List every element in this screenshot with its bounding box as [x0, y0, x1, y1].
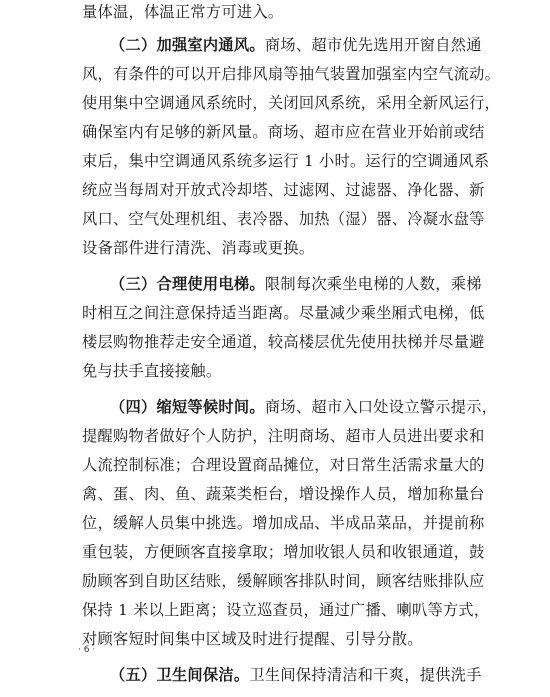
text-line: [82, 538, 485, 567]
line-text: 量体温，体温正常方可进入。: [82, 3, 284, 21]
text-line: [82, 509, 485, 538]
paragraph-continuation: [82, 0, 476, 24]
document-body: [82, 0, 501, 697]
text-line: [82, 661, 482, 690]
line-text: 卫生间保持清洁和干爽，提供洗手: [249, 666, 482, 684]
line-text: 风，有条件的可以开启排风扇等抽气装置加强室内空气流动。: [82, 65, 501, 83]
section-heading: （五）卫生间保洁。: [110, 666, 250, 684]
text-line: [82, 60, 501, 89]
line-text: 重包装，方便顾客直接拿取；增加收银人员和收银通道，鼓: [82, 543, 485, 561]
text-line: [82, 0, 476, 24]
text-line: [82, 596, 490, 625]
line-text: 确保室内有足够的新风量。商场、超市应在营业开始前或结: [82, 123, 485, 141]
line-text: 楼层购物推荐走安全通道，较高楼层优先使用扶梯并尽量避: [82, 333, 485, 351]
text-line: [82, 270, 482, 299]
text-line: [82, 422, 485, 451]
paragraph-waiting-time: [82, 393, 498, 654]
text-line: [82, 118, 485, 147]
text-line: [82, 480, 485, 509]
line-text: 统应当每周对开放式冷却塔、过滤网、过滤器、净化器、新: [82, 181, 485, 199]
paragraph-restrooms: [82, 661, 482, 690]
text-line: [82, 299, 485, 328]
text-line: [82, 357, 476, 386]
text-line: [82, 567, 485, 596]
section-heading: （四）缩短等候时间。: [110, 398, 265, 416]
section-heading: （二）加强室内通风。: [110, 36, 265, 54]
paragraph-ventilation: [82, 31, 501, 263]
text-line: [82, 625, 476, 654]
text-line: [82, 31, 482, 60]
line-text: 位，缓解人员集中挑选。增加成品、半成品菜品，并提前称: [82, 514, 485, 532]
page-number: · 6 ·: [78, 645, 96, 655]
line-text: 使用集中空调通风系统时，关闭回风系统，采用全新风运行，: [82, 94, 501, 112]
text-line: [82, 328, 485, 357]
line-text: 励顾客到自助区结账，缓解顾客排队时间，顾客结账排队应: [82, 572, 485, 590]
text-line: [82, 176, 485, 205]
text-line: [82, 234, 476, 263]
line-text: 商场、超市入口处设立警示提示，: [264, 398, 498, 416]
text-line: [82, 205, 485, 234]
line-text: 禽、蛋、肉、鱼、蔬菜类柜台，增设操作人员，增加称量台: [82, 485, 485, 503]
line-text: 提醒购物者做好个人防护，注明商场、超市人员进出要求和: [82, 427, 485, 445]
line-text: 束后，集中空调通风系统多运行 1 小时。运行的空调通风系: [82, 152, 490, 170]
text-line: [82, 147, 490, 176]
text-line: [82, 451, 485, 480]
line-text: 时相互之间注意保持适当距离。尽量减少乘坐厢式电梯，低: [82, 304, 485, 322]
line-text: 保持 1 米以上距离；设立巡查员，通过广播、喇叭等方式，: [82, 601, 490, 619]
line-text: 免与扶手直接接触。: [82, 362, 222, 380]
line-text: 人流控制标准；合理设置商品摊位，对日常生活需求量大的: [82, 456, 485, 474]
line-text: 风口、空气处理机组、表冷器、加热（湿）器、冷凝水盘等: [82, 210, 485, 228]
section-heading: （三）合理使用电梯。: [110, 275, 265, 293]
text-line: [82, 89, 501, 118]
paragraph-elevators: [82, 270, 485, 386]
line-text: 对顾客短时间集中区域及时进行提醒、引导分散。: [82, 630, 423, 648]
line-text: 限制每次乘坐电梯的人数，乘梯: [264, 275, 482, 293]
line-text: 设备部件进行清洗、消毒或更换。: [82, 239, 315, 257]
line-text: 商场、超市优先选用开窗自然通: [264, 36, 482, 54]
text-line: [82, 393, 498, 422]
